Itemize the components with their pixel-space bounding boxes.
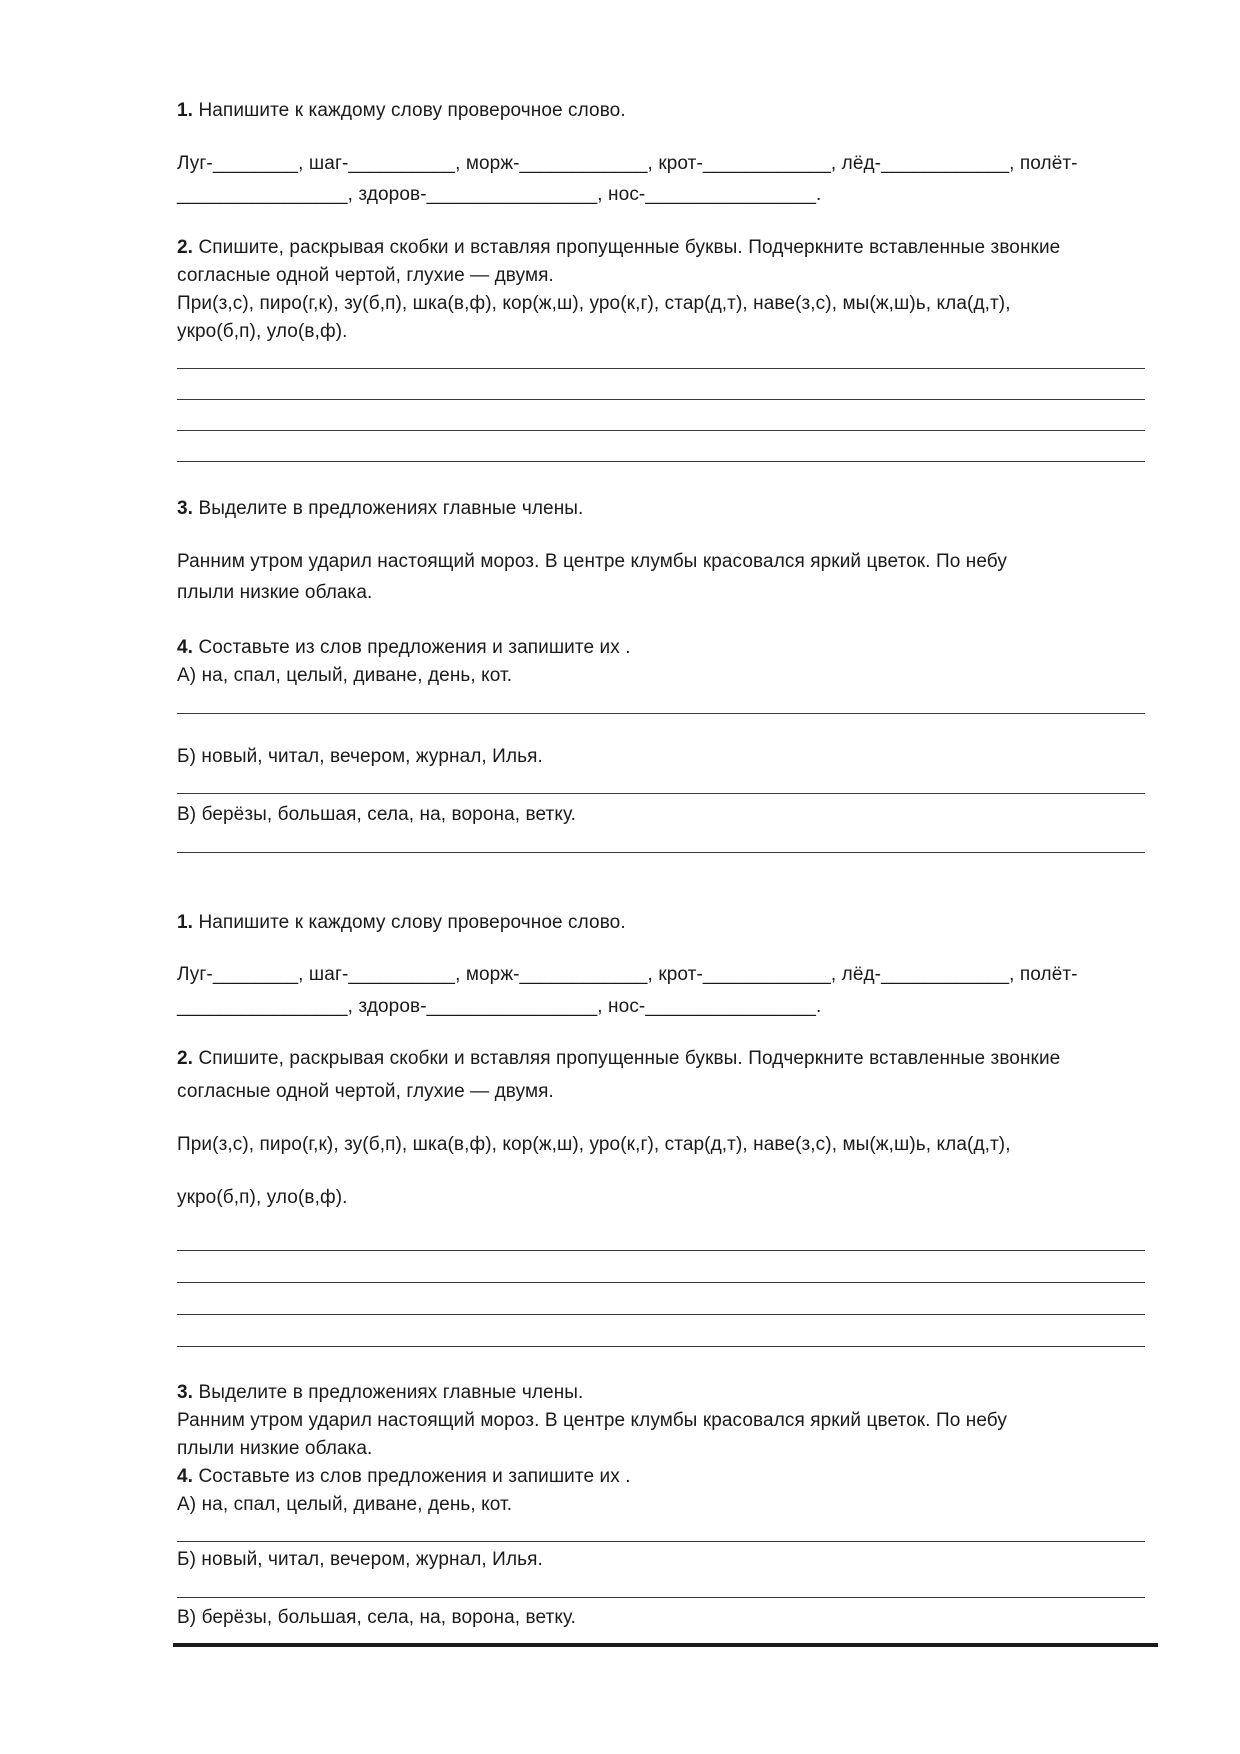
task4-heading: [177, 636, 631, 660]
answer-line[interactable]: [177, 793, 1145, 794]
task2-words-line: При(з,с), пиро(г,к), зу(б,п), шка(в,ф), кор(ж,ш), уро(к,г), стар(д,т), наве(з,с), мы(ж,ш)ь, кла(д,т),: [177, 293, 1011, 314]
answer-line[interactable]: [177, 461, 1145, 462]
task2-words-line: укро(б,п), уло(в,ф).: [177, 1187, 348, 1208]
answer-line[interactable]: [177, 1282, 1145, 1283]
answer-line[interactable]: [177, 1250, 1145, 1251]
answer-line[interactable]: [177, 852, 1145, 853]
task2-instruction-line: согласные одной чертой, глухие — двумя.: [177, 265, 554, 286]
task4-item-b: Б) новый, читал, вечером, журнал, Илья.: [177, 746, 543, 767]
task-instruction: Выделите в предложениях главные члены.: [198, 1382, 584, 1403]
task1-words-line: ________________, здоров-________________, нос-________________.: [177, 996, 822, 1017]
task3-text-line: Ранним утром ударил настоящий мороз. В центре клумбы красовался яркий цветок. По небу: [177, 551, 1007, 572]
bottom-border: [173, 1643, 1158, 1647]
task-instruction: Спишите, раскрывая скобки и вставляя пропущенные буквы. Подчеркните вставленные звонкие: [198, 237, 1061, 258]
task-number: 4.: [177, 637, 194, 658]
task-instruction: Составьте из слов предложения и запишите их .: [198, 637, 631, 658]
task1-heading: [177, 99, 626, 123]
task1-words-line: Луг-________, шаг-__________, морж-____________, крот-____________, лёд-____________, полёт-: [177, 153, 1078, 174]
answer-line[interactable]: [177, 368, 1145, 369]
task4-item-a: А) на, спал, целый, диване, день, кот.: [177, 1494, 513, 1515]
task4-item-a: А) на, спал, целый, диване, день, кот.: [177, 665, 513, 686]
task3-text-line: плыли низкие облака.: [177, 582, 373, 603]
task2-heading: [177, 1047, 1060, 1071]
task3-heading: [177, 497, 583, 521]
task1-heading: [177, 911, 626, 935]
answer-line[interactable]: [177, 1314, 1145, 1315]
answer-line[interactable]: [177, 713, 1145, 714]
task-number: 3.: [177, 498, 194, 519]
task3-text-line: плыли низкие облака.: [177, 1438, 373, 1459]
answer-line[interactable]: [177, 1597, 1145, 1598]
task-number: 1.: [177, 100, 194, 121]
task2-words-line: укро(б,п), уло(в,ф).: [177, 321, 348, 342]
task4-item-c: В) берёзы, большая, села, на, ворона, ветку.: [177, 1607, 577, 1628]
task4-item-b: Б) новый, читал, вечером, журнал, Илья.: [177, 1549, 543, 1570]
task3-heading: [177, 1381, 583, 1405]
task-number: 2.: [177, 237, 194, 258]
task3-text-line: Ранним утром ударил настоящий мороз. В центре клумбы красовался яркий цветок. По небу: [177, 1410, 1007, 1431]
task1-words-line: Луг-________, шаг-__________, морж-____________, крот-____________, лёд-____________, полёт-: [177, 964, 1078, 985]
task-number: 2.: [177, 1048, 194, 1069]
task-instruction: Напишите к каждому слову проверочное слово.: [198, 912, 626, 933]
task-instruction: Спишите, раскрывая скобки и вставляя пропущенные буквы. Подчеркните вставленные звонкие: [198, 1048, 1061, 1069]
task2-heading: [177, 236, 1060, 260]
task2-words-line: При(з,с), пиро(г,к), зу(б,п), шка(в,ф), кор(ж,ш), уро(к,г), стар(д,т), наве(з,с), мы(ж,ш)ь, кла(д,т),: [177, 1134, 1011, 1155]
task4-item-c: В) берёзы, большая, села, на, ворона, ветку.: [177, 804, 577, 825]
task-number: 4.: [177, 1466, 194, 1487]
answer-line[interactable]: [177, 1541, 1145, 1542]
task-number: 3.: [177, 1382, 194, 1403]
task-number: 1.: [177, 912, 194, 933]
task1-words-line: ________________, здоров-________________, нос-________________.: [177, 184, 822, 205]
task-instruction: Напишите к каждому слову проверочное слово.: [198, 100, 626, 121]
task-instruction: Выделите в предложениях главные члены.: [198, 498, 584, 519]
answer-line[interactable]: [177, 399, 1145, 400]
task2-instruction-line: согласные одной чертой, глухие — двумя.: [177, 1081, 554, 1102]
answer-line[interactable]: [177, 1346, 1145, 1347]
answer-line[interactable]: [177, 430, 1145, 431]
task-instruction: Составьте из слов предложения и запишите их .: [198, 1466, 631, 1487]
task4-heading: [177, 1465, 631, 1489]
